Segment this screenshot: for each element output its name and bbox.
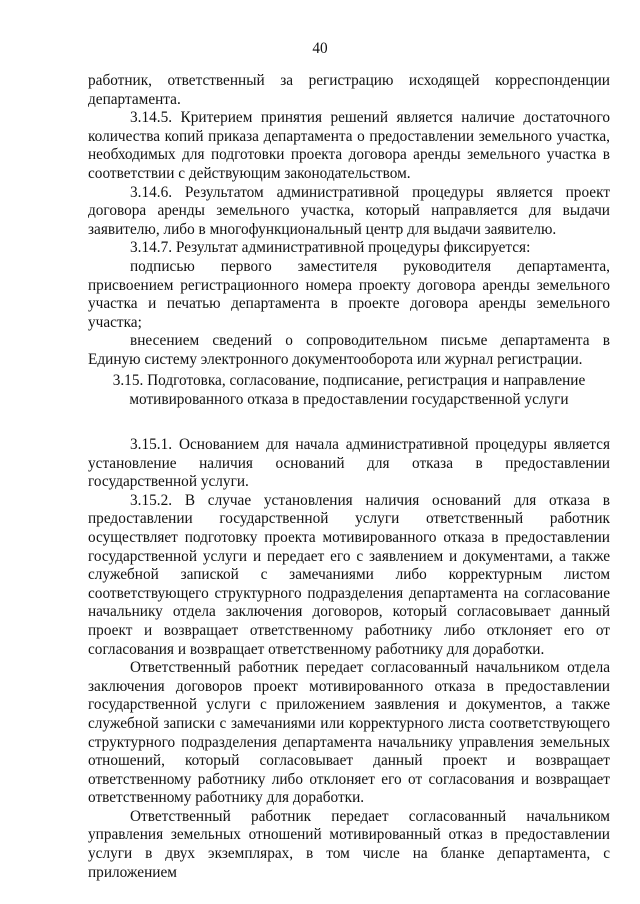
text-block-3-14 [88, 72, 610, 370]
block1-paragraph: внесением сведений о сопроводительном письме департамента в Единую систему электронного документооборота или журнал регистрации. [88, 332, 610, 368]
block1-paragraph: 3.14.5. Критерием принятия решений является наличие достаточного количества копий приказа департамента о предоставлении земельного участка, необходимых для подготовки проекта договора аренды земельного участка в соответствии с действующим законодательством. [88, 109, 610, 182]
block1-paragraph: подписью первого заместителя руководителя департамента, присвоением регистрационного номера проекту договора аренды земельного участка и печатью департамента в проекте договора аренды земельного участка; [88, 257, 610, 331]
block1-paragraph: 3.14.6. Результатом административной процедуры является проект договора аренды земельного участка, который направляется для выдачи заявителю, либо в многофункциональный центр для выдачи заявителю. [88, 183, 610, 238]
block2-paragraph: Ответственный работник передает согласованный начальником отдела заключения договоров проект мотивированного отказа в предоставлении государственной услуги с приложением заявления и документов, а также служебной записки с замечаниями или корректурного листа соответствующего структурного подразделения департамента начальнику управления земельных отношений, который согласовывает данный проект и возвращает ответственному работнику либо отклоняет его от согласования и возвращает ответственному работнику для доработки. [88, 659, 610, 807]
block2-paragraph: Ответственный работник передает согласованный начальником управления земельных отношений мотивированный отказ в предоставлении услуги в двух экземплярах, в том числе на бланке департамента, с приложением [88, 807, 610, 881]
text-block-3-15 [88, 436, 610, 882]
page-number: 40 [312, 40, 328, 57]
block2-paragraph: 3.15.1. Основанием для начала административной процедуры является установление наличия оснований для отказа в предоставлении государственной услуги. [88, 436, 610, 491]
section-heading-3-15 [88, 372, 610, 409]
block1-paragraph: работник, ответственный за регистрацию исходящей корреспонденции департамента. [88, 72, 610, 108]
section-heading-line-1: 3.15. Подготовка, согласование, подписание, регистрация и направление [112, 372, 586, 389]
section-heading-line-2: мотивированного отказа в предоставлении государственной услуги [129, 390, 569, 408]
block2-paragraph: 3.15.2. В случае установления наличия оснований для отказа в предоставлении государственной услуги ответственный работник осуществляет подготовку проекта мотивированного отказа в предоставлении государственной услуги и передает его с заявлением и документами, а также служебной запиской с замечаниями либо корректурным листом соответствующего структурного подразделения департамента на согласование начальнику отдела заключения договоров, который согласовывает данный проект и возвращает ответственному работнику либо отклоняет его от согласования и возвращает ответственному работнику для доработки. [88, 491, 610, 658]
block1-paragraph: 3.14.7. Результат административной процедуры фиксируется: [130, 239, 531, 257]
